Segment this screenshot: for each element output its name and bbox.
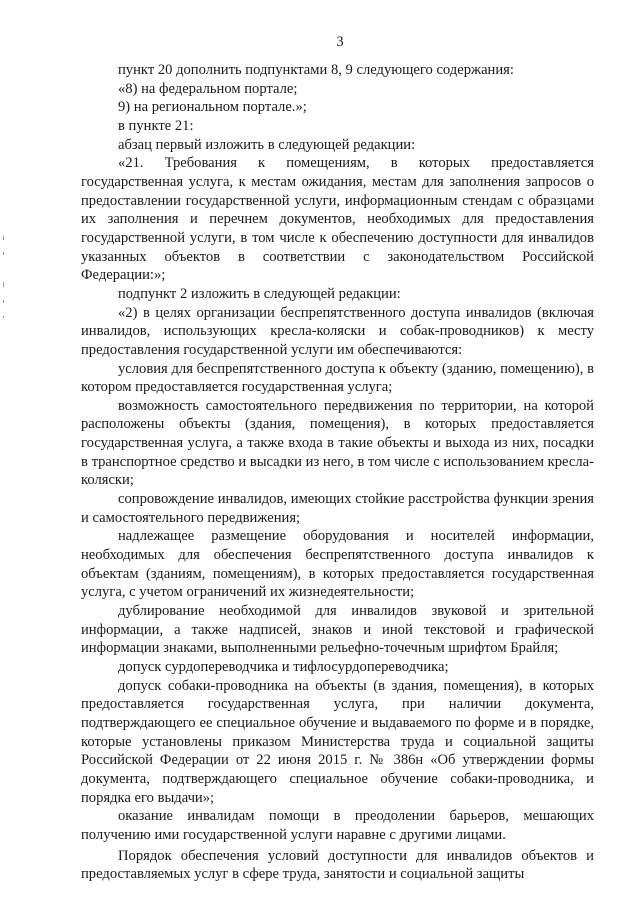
- page-number: 3: [336, 34, 344, 50]
- paragraph: «8) на федеральном портале;: [118, 80, 298, 97]
- paragraph: абзац первый изложить в следующей редакции:: [118, 136, 416, 153]
- paragraph: «2) в целях организации беспрепятственного доступа инвалидов (включая инвалидов, использующих кресла-коляски и собак-проводников) к месту предоставления государственной услуги им обеспечиваются:: [81, 304, 594, 358]
- paragraph: в пункте 21:: [118, 117, 194, 134]
- paragraph: условия для беспрепятственного доступа к объекту (зданию, помещению), в котором предоставляется государственная услуга;: [81, 360, 594, 396]
- paragraph: Порядок обеспечения условий доступности для инвалидов объектов и предоставляемых услуг в сфере труда, занятости и социальной защиты: [81, 847, 594, 883]
- scan-mark: [3, 282, 4, 287]
- scan-mark: [3, 316, 4, 318]
- paragraph: надлежащее размещение оборудования и носителей информации, необходимых для обеспечения беспрепятственного доступа инвалидов к объектам (зданиям, помещениям), в которых предоставляется государственная услуга, с учетом ограничений их жизнедеятельности;: [81, 528, 594, 601]
- scan-mark: [3, 300, 4, 303]
- paragraph: «21. Требования к помещениям, в которых предоставляется государственная услуга, к местам ожидания, местам для заполнения запросов о предоставлении государственной услуги, информационным стендам с образцами их заполнения и перечнем документов, необходимых для предоставления государственной услуги, в том числе к обеспечению доступности для инвалидов указанных объектов в соответствии с законодательством Российской Федерации:»;: [81, 155, 594, 284]
- document-body: [81, 61, 594, 884]
- paragraph: дублирование необходимой для инвалидов звуковой и зрительной информации, а также надписей, знаков и иной текстовой и графической информации знаками, выполненными рельефно-точечным шрифтом Брайля;: [81, 603, 594, 657]
- paragraph: допуск сурдопереводчика и тифлосурдопереводчика;: [118, 659, 449, 675]
- paragraph: возможность самостоятельного передвижения по территории, на которой расположены объекты (здания, помещения), в которых предоставляется государственная услуга, а также входа в такие объекты и выхода из них, посадки в транспортное средство и высадки из него, в том числе с использованием кресла-коляски;: [81, 397, 594, 489]
- paragraph: оказание инвалидам помощи в преодолении барьеров, мешающих получению ими государственной услуги наравне с другими лицами.: [81, 808, 594, 843]
- paragraph: допуск собаки-проводника на объекты (в здания, помещения), в которых предоставляется государственная услуга, при наличии документа, подтверждающего ее специальное обучение и выдаваемого по форме и в порядке, которые установлены приказом Министерства труда и социальной защиты Российской Федерации от 22 июня 2015 г. № 386н «Об утверждении формы документа, подтверждающего специальное обучение собаки-проводника, и порядка его выдачи»;: [81, 677, 594, 806]
- paragraph: пункт 20 дополнить подпунктами 8, 9 следующего содержания:: [118, 62, 514, 78]
- paragraph: сопровождение инвалидов, имеющих стойкие расстройства функции зрения и самостоятельного передвижения;: [81, 491, 594, 526]
- scan-mark: [3, 252, 4, 255]
- paragraph: 9) на региональном портале.»;: [118, 99, 307, 116]
- scan-mark: [3, 236, 4, 240]
- paragraph: подпункт 2 изложить в следующей редакции:: [118, 285, 401, 302]
